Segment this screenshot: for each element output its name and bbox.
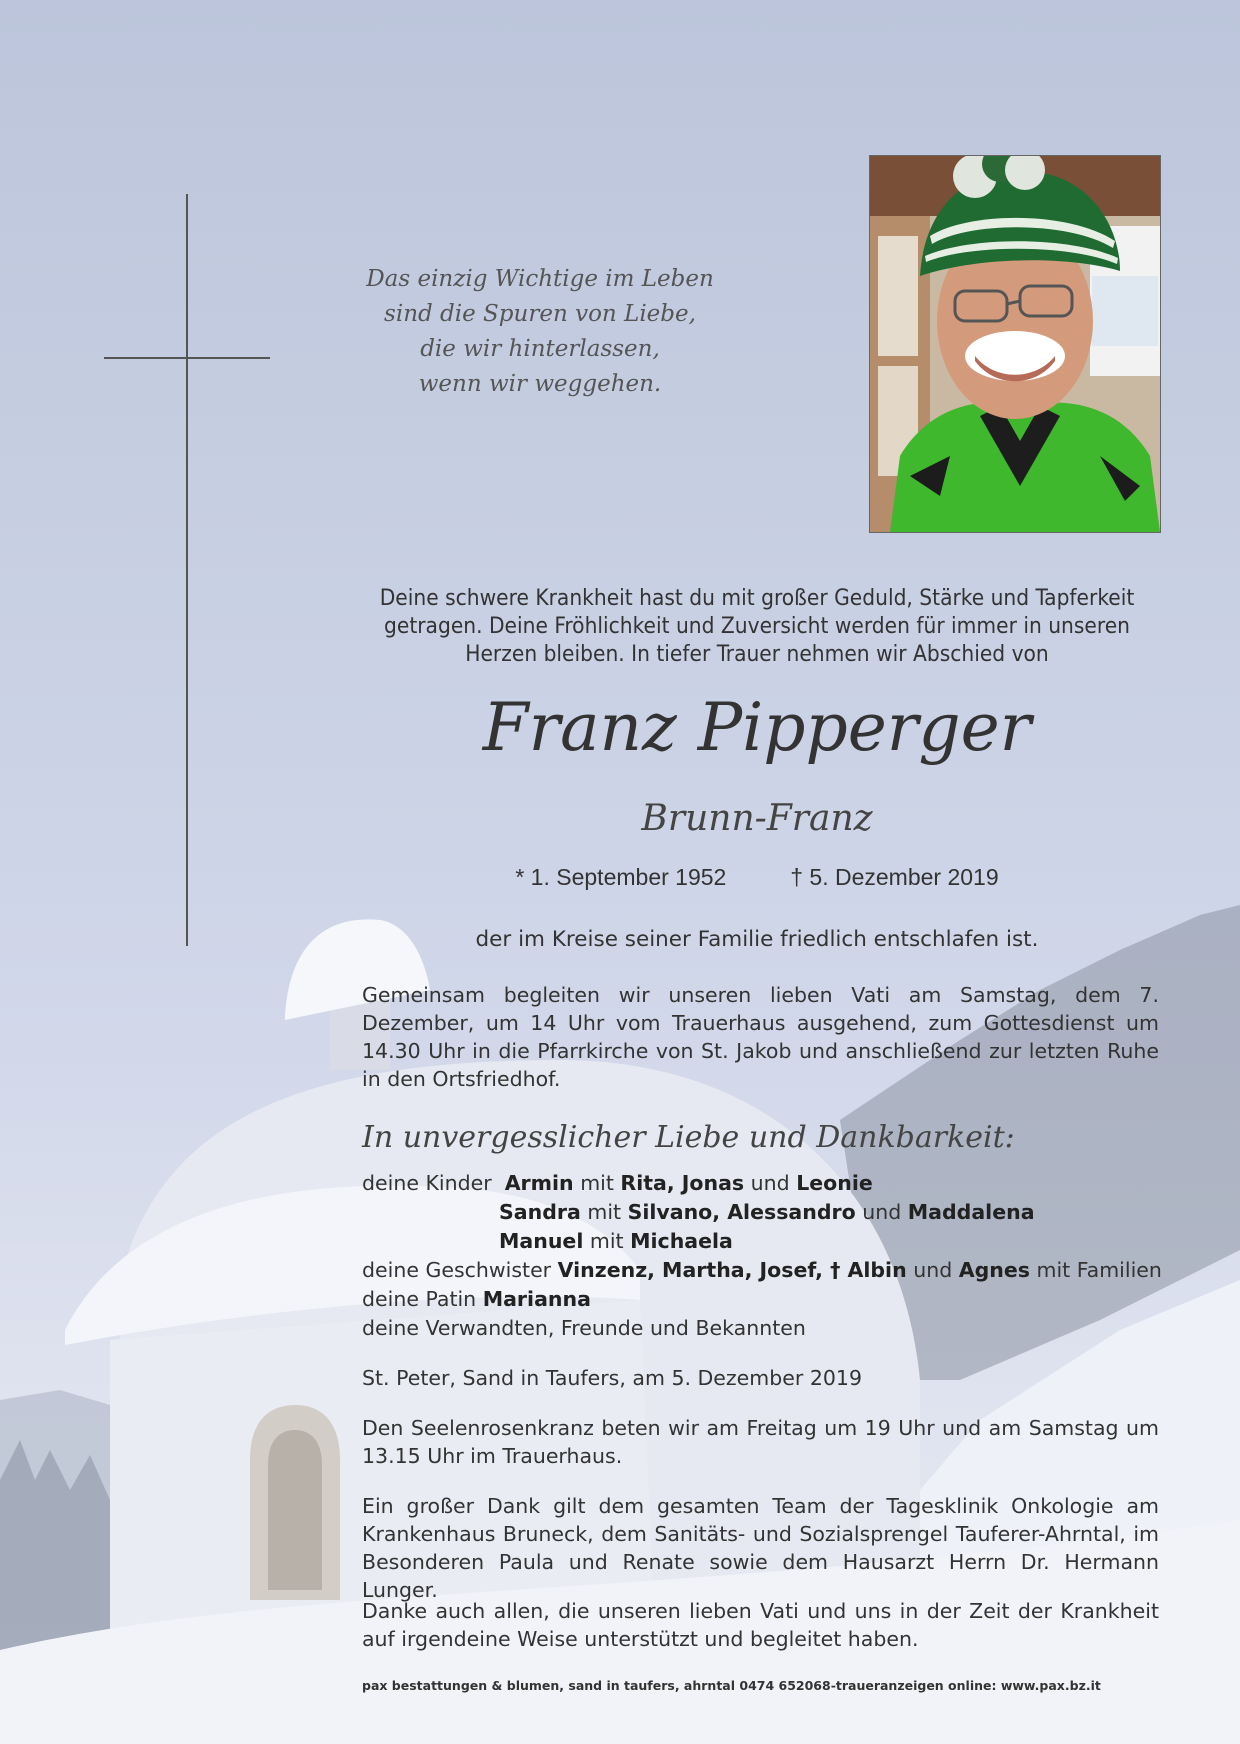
poem-line: sind die Spuren von Liebe, (384, 301, 696, 327)
relatives-row: deine Verwandten, Freunde und Bekannten (362, 1316, 806, 1340)
birth-date: * 1. September 1952 (515, 864, 727, 890)
family-names: Rita, Jonas (620, 1171, 745, 1195)
funeral-text: Gemeinsam begleiten wir unseren lieben Vati am Samstag, dem 7. Dezember, um 14 Uhr vom Trauerhaus ausgehend, zum Gottesdienst um 14.30 Uhr in die Pfarrkirche von St. Jakob und anschließend zur letzten Ruhe in den Ortsfriedhof. (362, 983, 1159, 1091)
rosary-text: Den Seelenrosenkranz beten wir am Freitag um 19 Uhr und am Samstag um 13.15 Uhr im Trauerhaus. (362, 1416, 1159, 1468)
cross-horizontal-line (104, 357, 270, 359)
death-date: † 5. Dezember 2019 (790, 864, 999, 890)
family-names: Michaela (630, 1229, 733, 1253)
intro-text (362, 584, 1152, 668)
poem-line: die wir hinterlassen, (420, 336, 660, 362)
poem (340, 262, 740, 402)
siblings-suffix: mit Familien (1036, 1258, 1162, 1282)
conjunction: mit (587, 1200, 622, 1224)
child-name: Sandra (499, 1200, 581, 1224)
children-label: deine Kinder (362, 1171, 492, 1195)
conjunction: und (913, 1258, 953, 1282)
peaceful-text: der im Kreise seiner Familie friedlich entschlafen ist. (475, 927, 1039, 952)
conjunction: mit (589, 1229, 624, 1253)
thanks-all-text: Danke auch allen, die unseren lieben Vati und uns in der Zeit der Krankheit auf irgendeine Weise unterstützt und begleitet haben. (362, 1599, 1159, 1651)
conjunction: mit (580, 1171, 614, 1195)
children-row (362, 1227, 1162, 1256)
family-names: Leonie (796, 1171, 873, 1195)
family-names: Agnes (958, 1258, 1030, 1282)
conjunction: und (750, 1171, 790, 1195)
family-names: Maddalena (907, 1200, 1035, 1224)
deceased-nickname: Brunn-Franz (641, 798, 873, 839)
portrait-photo (869, 155, 1161, 533)
cross-vertical-line (186, 194, 188, 946)
family-list (362, 1169, 1162, 1343)
child-name: Manuel (499, 1229, 584, 1253)
deceased-name: Franz Pipperger (482, 689, 1032, 766)
children-row (362, 1198, 1162, 1227)
siblings-row (362, 1256, 1162, 1285)
conjunction: und (862, 1200, 902, 1224)
siblings-label: deine Geschwister (362, 1258, 552, 1282)
portrait-illustration (870, 156, 1160, 532)
mourners-heading: In unvergesslicher Liebe und Dankbarkeit: (362, 1120, 1015, 1155)
family-names: Vinzenz, Martha, Josef, † Albin (557, 1258, 907, 1282)
footer-text: pax bestattungen & blumen, sand in taufers, ahrntal 0474 652068-traueranzeigen online: www.pax.bz.it (362, 1678, 1101, 1693)
family-names: Silvano, Alessandro (627, 1200, 856, 1224)
children-row (362, 1169, 1162, 1198)
family-names: Marianna (482, 1287, 591, 1311)
thanks-text: Ein großer Dank gilt dem gesamten Team der Tagesklinik Onkologie am Krankenhaus Bruneck, dem Sanitäts- und Sozialsprengel Tauferer-Ahrntal, im Besonderen Paula und Renate sowie dem Hausarzt Herrn Dr. Hermann Lunger. (362, 1494, 1159, 1602)
poem-line: Das einzig Wichtige im Leben (366, 266, 714, 292)
intro-line: Herzen bleiben. In tiefer Trauer nehmen wir Abschied von (465, 641, 1049, 667)
place-date: St. Peter, Sand in Taufers, am 5. Dezember 2019 (362, 1366, 862, 1390)
patin-label: deine Patin (362, 1287, 477, 1311)
poem-line: wenn wir weggehen. (418, 371, 662, 397)
intro-line: Deine schwere Krankheit hast du mit großer Geduld, Stärke und Tapferkeit (379, 585, 1135, 611)
child-name: Armin (504, 1171, 574, 1195)
life-dates (362, 862, 1152, 892)
patin-row (362, 1285, 1162, 1314)
intro-line: getragen. Deine Fröhlichkeit und Zuversicht werden für immer in unseren (384, 613, 1130, 639)
